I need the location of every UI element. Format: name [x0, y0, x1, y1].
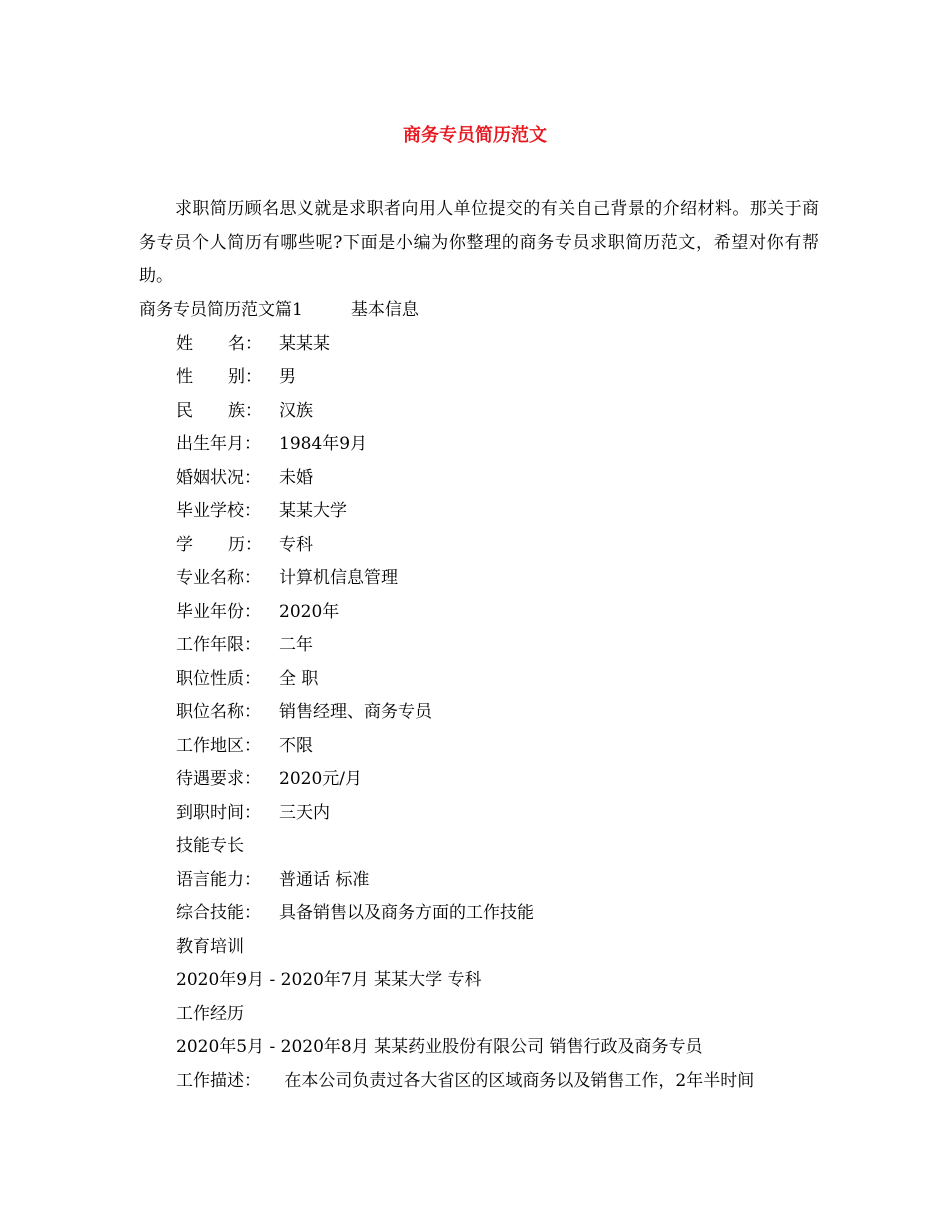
document-title: 商务专员简历范文 [403, 125, 547, 146]
field-label: 毕业年份： [176, 601, 261, 622]
education-heading: 教育培训 [176, 936, 244, 957]
field-value: 2020年 [279, 601, 340, 622]
field-label: 姓 名： [176, 333, 262, 354]
field-label: 学 历： [176, 534, 262, 555]
field-label: 工作描述： [176, 1070, 261, 1091]
field-label: 婚姻状况： [176, 467, 261, 488]
field-label: 工作年限： [176, 635, 261, 655]
field-value: 汉族 [279, 400, 313, 421]
field-value: 1984年9月 [279, 434, 368, 454]
field-label: 专业名称： [176, 568, 261, 588]
field-general-skills [139, 897, 839, 931]
field-grad-year [139, 596, 839, 630]
field-value: 2020元/月 [279, 769, 362, 789]
field-salary [139, 763, 839, 797]
field-value: 在本公司负责过各大省区的区域商务以及销售工作，2年半时间 [279, 1070, 755, 1091]
field-value: 某某大学 [279, 501, 347, 521]
field-start [139, 797, 839, 831]
article-heading: 商务专员简历范文篇1 [139, 300, 303, 320]
field-ethnicity [139, 395, 839, 429]
field-gender [139, 361, 839, 395]
field-value: 普通话 标准 [279, 869, 370, 890]
field-value: 男 [279, 367, 296, 387]
basic-info-heading: 基本信息 [350, 300, 419, 320]
field-major [139, 562, 839, 596]
field-label: 民 族： [176, 400, 262, 421]
field-label: 语言能力： [176, 869, 261, 890]
education-entry: 2020年9月 - 2020年7月 某某大学 专科 [176, 970, 482, 990]
field-label: 综合技能： [176, 903, 261, 923]
field-label: 到职时间： [176, 802, 261, 823]
field-value: 具备销售以及商务方面的工作技能 [279, 903, 534, 923]
intro-paragraph: 求职简历顾名思义就是求职者向用人单位提交的有关自己背景的介绍材料。那关于商务专员个人简历有哪些呢?下面是小编为你整理的商务专员求职简历范文，希望对你有帮助。 [139, 199, 819, 286]
field-value: 三天内 [279, 802, 330, 823]
field-value: 全 职 [279, 668, 319, 689]
field-language [139, 864, 839, 898]
field-label: 性 别： [176, 367, 262, 387]
skills-heading: 技能专长 [176, 836, 244, 856]
field-label: 职位名称： [176, 702, 261, 722]
field-name [139, 328, 839, 362]
work-entry: 2020年5月 - 2020年8月 某某药业股份有限公司 销售行政及商务专员 [176, 1037, 703, 1057]
field-value: 计算机信息管理 [279, 568, 398, 588]
field-value: 二年 [279, 635, 313, 655]
field-label: 毕业学校： [176, 501, 261, 521]
work-description [139, 1065, 839, 1099]
field-label: 职位性质： [176, 668, 261, 689]
field-label: 工作地区： [176, 735, 261, 756]
field-birth [139, 428, 839, 462]
field-label: 待遇要求： [176, 769, 261, 789]
field-value: 某某某 [279, 333, 330, 354]
field-school [139, 495, 839, 529]
field-work-years [139, 629, 839, 663]
work-heading: 工作经历 [176, 1003, 244, 1024]
section-heading-line [139, 294, 839, 328]
field-value: 不限 [279, 735, 313, 756]
field-job-type [139, 663, 839, 697]
field-value: 销售经理、商务专员 [279, 702, 432, 722]
field-education [139, 529, 839, 563]
field-region [139, 730, 839, 764]
field-label: 出生年月： [176, 434, 261, 454]
field-position [139, 696, 839, 730]
field-value: 专科 [279, 534, 313, 555]
field-marital [139, 462, 839, 496]
resume-body [139, 294, 839, 1098]
field-value: 未婚 [279, 467, 313, 488]
